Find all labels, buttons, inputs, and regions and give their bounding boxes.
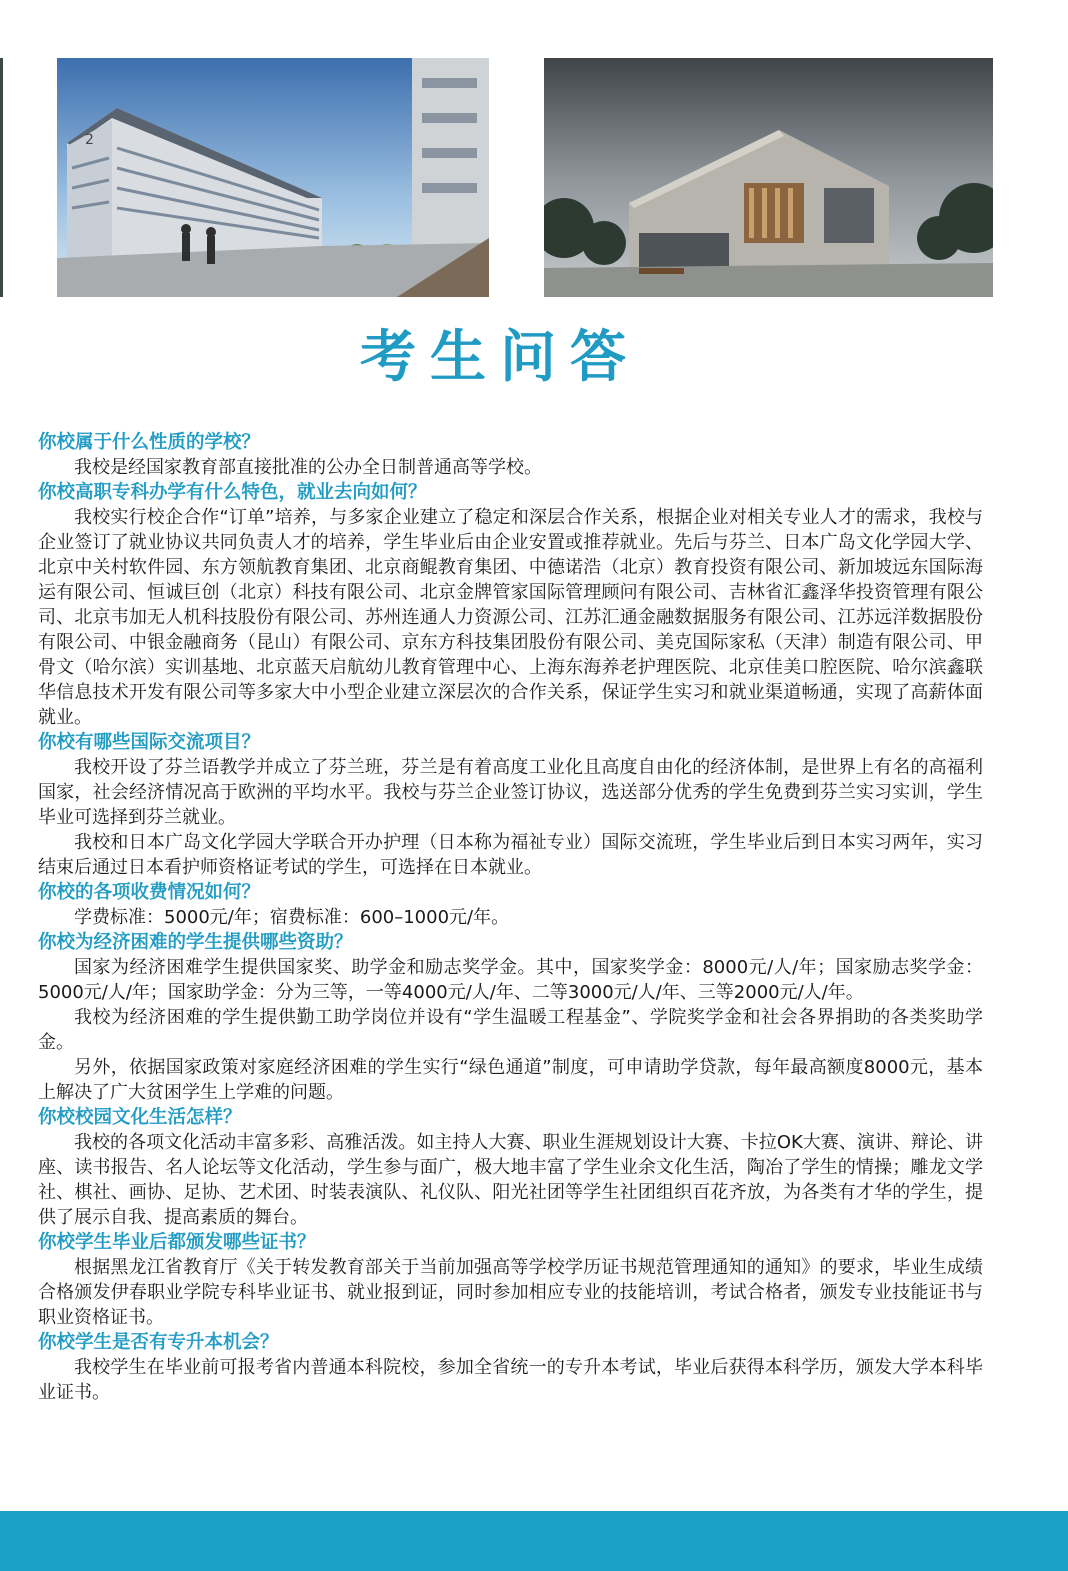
- question-heading: 你校的各项收费情况如何？: [38, 882, 261, 903]
- answer-paragraph: 我校开设了芬兰语教学并成立了芬兰班，芬兰是有着高度工业化且高度自由化的经济体制，是世界上有名的高福利国家，社会经济情况高于欧洲的平均水平。我校与芬兰企业签订协议，选送部分优秀的学生免费到芬兰实习实训，学生毕业可选择到芬兰就业。: [38, 757, 983, 828]
- question-heading: 你校属于什么性质的学校？: [38, 432, 261, 453]
- footer-bar: [0, 1511, 1068, 1571]
- answer-paragraph: 我校是经国家教育部直接批准的公办全日制普通高等学校。: [74, 457, 542, 478]
- question-heading: 你校学生是否有专升本机会？: [38, 1332, 279, 1353]
- question-heading: 你校为经济困难的学生提供哪些资助？: [38, 932, 353, 953]
- answer-paragraph: 学费标准：5000元/年；宿费标准：600–1000元/年。: [74, 907, 510, 928]
- left-edge-strip: [0, 58, 3, 297]
- modern-hall-photo: [544, 58, 993, 297]
- dormitory-building-photo: [57, 58, 489, 297]
- answer-paragraph: 国家为经济困难学生提供国家奖、助学金和励志奖学金。其中，国家奖学金：8000元/人/年；国家励志奖学金：5000元/人/年；国家助学金：分为三等，一等4000元/人/年、二等3000元/人/年、三等2000元/人/年。: [38, 957, 983, 1003]
- building-number-label: 2: [85, 132, 94, 148]
- question-heading: 你校学生毕业后都颁发哪些证书？: [38, 1232, 316, 1253]
- question-heading: 你校高职专科办学有什么特色，就业去向如何？: [38, 482, 427, 503]
- answer-paragraph: 我校实行校企合作“订单”培养，与多家企业建立了稳定和深层合作关系，根据企业对相关专业人才的需求，我校与企业签订了就业协议共同负责人才的培养，学生毕业后由企业安置或推荐就业。先后与芬兰、日本广岛文化学园大学、北京中关村软件园、东方领航教育集团、北京商鲲教育集团、中德诺浩（北京）教育投资有限公司、新加坡远东国际海运有限公司、恒诚巨创（北京）科技有限公司、北京金牌管家国际管理顾问有限公司、吉林省汇鑫泽华投资管理有限公司、北京韦加无人机科技股份有限公司、苏州连通人力资源公司、江苏汇通金融数据服务有限公司、江苏远洋数据股份有限公司、中银金融商务（昆山）有限公司、京东方科技集团股份有限公司、美克国际家私（天津）制造有限公司、甲骨文（哈尔滨）实训基地、北京蓝天启航幼儿教育管理中心、上海东海养老护理医院、北京佳美口腔医院、哈尔滨鑫联华信息技术开发有限公司等多家大中小型企业建立深层次的合作关系，保证学生实习和就业渠道畅通，实现了高薪体面就业。: [38, 507, 983, 728]
- question-heading: 你校有哪些国际交流项目？: [38, 732, 261, 753]
- page-title: 考生问答: [360, 325, 640, 390]
- answer-paragraph: 根据黑龙江省教育厅《关于转发教育部关于当前加强高等学校学历证书规范管理通知的通知》的要求，毕业生成绩合格颁发伊春职业学院专科毕业证书、就业报到证，同时参加相应专业的技能培训，考试合格者，颁发专业技能证书与职业资格证书。: [38, 1257, 983, 1328]
- question-heading: 你校校园文化生活怎样？: [38, 1107, 242, 1128]
- qa-list: [38, 430, 983, 1405]
- answer-paragraph: 我校和日本广岛文化学园大学联合开办护理（日本称为福祉专业）国际交流班，学生毕业后到日本实习两年，实习结束后通过日本看护师资格证考试的学生，可选择在日本就业。: [38, 832, 983, 878]
- answer-paragraph: 我校为经济困难的学生提供勤工助学岗位并设有“学生温暖工程基金”、学院奖学金和社会各界捐助的各类奖助学金。: [38, 1007, 983, 1053]
- answer-paragraph: 另外，依据国家政策对家庭经济困难的学生实行“绿色通道”制度，可申请助学贷款，每年最高额度8000元，基本上解决了广大贫困学生上学难的问题。: [38, 1057, 983, 1103]
- answer-paragraph: 我校学生在毕业前可报考省内普通本科院校，参加全省统一的专升本考试，毕业后获得本科学历，颁发大学本科毕业证书。: [38, 1357, 983, 1403]
- answer-paragraph: 我校的各项文化活动丰富多彩、高雅活泼。如主持人大赛、职业生涯规划设计大赛、卡拉OK大赛、演讲、辩论、讲座、读书报告、名人论坛等文化活动，学生参与面广，极大地丰富了学生业余文化生活，陶冶了学生的情操；雕龙文学社、棋社、画协、足协、艺术团、时装表演队、礼仪队、阳光社团等学生社团组织百花齐放，为各类有才华的学生，提供了展示自我、提高素质的舞台。: [38, 1132, 983, 1228]
